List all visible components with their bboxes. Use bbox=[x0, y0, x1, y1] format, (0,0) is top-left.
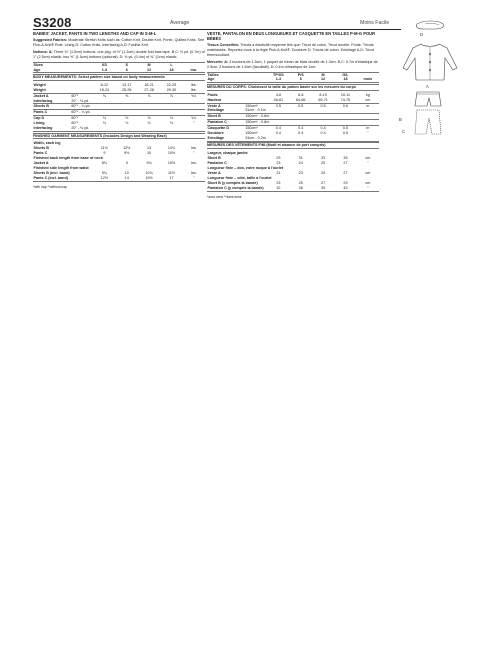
finished-cell: 10½ bbox=[167, 161, 176, 166]
age-row-cell: 1-3 bbox=[93, 68, 115, 73]
finished-subheading: Longueur finie – côté, taille à l'ourlet bbox=[207, 175, 272, 180]
finished-cell: Ins. bbox=[190, 146, 197, 151]
finished-cell: Pantalon C (y compris la bande) bbox=[207, 186, 267, 191]
fabrics-text: Moderate Stretch Knits such as: Cotton Knit, Double Knit, Ponte, Quilted Knits. See Pick-A-Knit® Rule. Lining D: Cotton Knits. Interfacing A,D: Fusible Knit. bbox=[33, 38, 205, 47]
finished-cell: 12½ bbox=[123, 146, 131, 151]
fabrics-label: Tissus Conseillés: bbox=[207, 43, 240, 47]
age-row-cell: 1-3 bbox=[267, 77, 289, 82]
finished-cell: 33 bbox=[321, 156, 326, 161]
fabrics-paragraph bbox=[33, 38, 205, 48]
finished-cell: 11½ bbox=[100, 146, 108, 151]
finished-cell: 23 bbox=[276, 161, 281, 166]
body-cell: Hauteur bbox=[207, 98, 267, 103]
body-table bbox=[33, 83, 205, 132]
sizes-row-cell: Tailles bbox=[207, 72, 267, 77]
jacket-yardage-cell: m bbox=[366, 103, 370, 108]
fabrics-paragraph bbox=[207, 43, 379, 58]
header-rule bbox=[33, 29, 401, 30]
finished-cell: 25 bbox=[321, 170, 326, 175]
cap-yardage-cell: " bbox=[193, 121, 195, 126]
finished-table bbox=[33, 141, 205, 181]
sizes-row-cell: M bbox=[312, 72, 334, 77]
shorts-yardage-cell: 60"* - ¼ yd. bbox=[71, 104, 205, 110]
footnote: *with nap **without nap bbox=[33, 184, 67, 189]
finished-table bbox=[207, 151, 379, 191]
pants-yardage-cell: Pantalon C bbox=[207, 120, 245, 126]
age-row bbox=[207, 77, 379, 82]
body-cell: lbs. bbox=[190, 82, 197, 87]
body-cell: 18-24 bbox=[93, 88, 115, 93]
age-row-cell: Age bbox=[33, 68, 93, 73]
sizes-table bbox=[33, 62, 205, 74]
section-title: VESTE, PANTALON EN DEUX LONGUEURS ET CASQUETTE EN TAILLES P-M-G POUR BÉBÉS bbox=[207, 31, 376, 41]
finished-cell: Pantalon C bbox=[207, 161, 227, 166]
cap-yardage-cell: ⅛ bbox=[169, 121, 173, 126]
finished-subheading: Largeur, chaque jambe bbox=[207, 151, 248, 156]
finished-cell: 27 bbox=[321, 180, 326, 185]
finished-cell: 23 bbox=[298, 170, 303, 175]
finished-cell: 35 bbox=[343, 156, 348, 161]
notions-label: Mercerie: A: bbox=[207, 59, 229, 64]
jacket-yardage-cell: ⅜ bbox=[102, 93, 106, 98]
finished-cell: 27 bbox=[343, 161, 348, 166]
cap-yardage-cell: 0.4 bbox=[298, 126, 304, 131]
shorts-yardage-cell: Short B bbox=[207, 114, 245, 120]
age-row-cell: mois bbox=[357, 77, 379, 82]
jacket-yardage-cell: ⅞ bbox=[169, 93, 173, 98]
jacket-yardage-cell: 20" - ⅛ yd. bbox=[71, 99, 205, 104]
body-cell: 69-71 bbox=[312, 98, 334, 103]
jacket-yardage-cell: 150cm* bbox=[245, 103, 258, 108]
finished-cell: 25 bbox=[298, 180, 303, 185]
finished-cell: 13¾ bbox=[167, 146, 176, 151]
body-cell: 6-8 bbox=[298, 92, 304, 97]
body-cell: 22-25 bbox=[166, 82, 177, 87]
finished-cell: 21 bbox=[276, 170, 281, 175]
cap-yardage-cell: Yd. bbox=[191, 116, 197, 121]
sizes-row-cell: G/L bbox=[334, 72, 356, 77]
finished-cell: 32 bbox=[267, 186, 289, 191]
cap-yardage-cell: 60"* bbox=[71, 121, 79, 126]
cap-yardage-cell: Entoilage bbox=[207, 136, 245, 141]
finished-cell: Veste A bbox=[207, 170, 221, 175]
footnote: *avec sens **sans sens bbox=[207, 194, 242, 199]
english-column bbox=[33, 31, 205, 190]
sizes-row-cell: Sizes bbox=[33, 62, 93, 67]
finished-subheading: Finished back length from base of neck bbox=[33, 156, 103, 161]
body-measurements-title: BODY MEASUREMENTS: Select pattern size based on body measurements bbox=[33, 74, 205, 81]
sizes-row-cell: P/S bbox=[290, 72, 312, 77]
cap-icon bbox=[416, 21, 443, 29]
finished-cell: " bbox=[193, 151, 195, 156]
age-row bbox=[33, 68, 205, 73]
body-cell: 10-11 bbox=[340, 92, 351, 97]
cap-yardage-cell: ⅛ bbox=[125, 116, 129, 121]
finished-cell: Pants C bbox=[33, 151, 48, 156]
pants-yardage-cell: 150cm* - 0.8m bbox=[245, 120, 379, 126]
notions-text: Three ⅝" (1.5cm) buttons, one pkg. of ½" (1.3cm) double fold bias tape. B,C: ⅝ yd. (0.7m) of 1" (2.5cm) elastic, two ⅝" (1.5cm) buttons (optional). D: ⅜ yd. (0.4m) of ¾" (1cm) elastic. bbox=[33, 49, 205, 59]
cap-yardage-cell: ⅛ bbox=[147, 116, 151, 121]
finished-cell: 10¾ bbox=[145, 170, 153, 175]
sizes-row-cell: L bbox=[160, 62, 182, 67]
pants-yardage-cell: Pants C bbox=[33, 110, 71, 116]
body-cell: 8-10 bbox=[319, 92, 327, 97]
cap-yardage-cell: ⅛ bbox=[102, 116, 106, 121]
body-cell: 13-17 bbox=[122, 82, 132, 87]
notions-paragraph bbox=[207, 60, 379, 70]
cap-yardage-cell: 51cm - 0.2m bbox=[245, 136, 379, 141]
cap-yardage-cell: ⅛ bbox=[169, 116, 173, 121]
cap-yardage-cell: ⅛ bbox=[147, 121, 151, 126]
shorts-yardage-cell: 150cm* - 0.8m bbox=[245, 114, 379, 120]
finished-cell: Pants C (incl. band) bbox=[33, 176, 93, 181]
finished-row bbox=[33, 176, 205, 181]
finished-cell: 11½ bbox=[167, 170, 175, 175]
cap-yardage-row bbox=[207, 136, 379, 141]
jacket-yardage-cell: 51cm - 0.1m bbox=[245, 108, 379, 113]
body-cell: 4-6 bbox=[275, 92, 282, 97]
body-cell: 18-21 bbox=[144, 82, 154, 87]
finished-cell: 8¾ bbox=[101, 161, 107, 166]
body-cell: 64-66 bbox=[290, 98, 312, 103]
cap-yardage-cell: Cap D bbox=[33, 116, 45, 121]
finished-measurements-title: MESURES DES VÊTEMENTS FINI (Motif et aisance de port compris) bbox=[207, 142, 379, 149]
finished-cell: 29 bbox=[276, 156, 281, 161]
body-cell: lbs. bbox=[183, 88, 205, 93]
finished-cell: 10 bbox=[147, 151, 152, 156]
body-cell: 29-30 bbox=[160, 88, 182, 93]
finished-cell: 12½ bbox=[93, 176, 115, 181]
jacket-yardage-cell: ⅞ bbox=[147, 93, 151, 98]
jacket-yardage-cell: 0.5 bbox=[275, 103, 281, 108]
finished-subheading: Finished side length from waist bbox=[33, 165, 89, 170]
body-cell: cm bbox=[357, 98, 379, 103]
finished-cell: 9¾ bbox=[146, 161, 152, 166]
cap-yardage-cell: ⅛ bbox=[102, 121, 106, 126]
finished-cell: Ins. bbox=[190, 170, 197, 175]
body-cell: Poids bbox=[207, 92, 218, 97]
finished-cell: 9¼ bbox=[101, 170, 107, 175]
finished-cell: Shorts B (incl. band) bbox=[33, 170, 70, 175]
finished-cell: 43 bbox=[334, 186, 356, 191]
french-column bbox=[207, 31, 379, 199]
jacket-yardage-cell: Jacket A bbox=[33, 93, 49, 98]
sizes-row-cell: XS bbox=[93, 62, 115, 67]
cap-yardage-cell: 0.4 bbox=[298, 131, 304, 136]
jacket-yardage-cell: Entoilage bbox=[207, 108, 245, 113]
notions-paragraph bbox=[33, 50, 205, 60]
age-row-cell: 12 bbox=[138, 68, 160, 73]
body-measurements-title: MESURES DU CORPS: Choisissez la taille du patron basée sur les mesures du corps bbox=[207, 84, 379, 91]
difficulty-french: Moins Facile bbox=[360, 20, 390, 26]
finished-cell: 36 bbox=[290, 186, 312, 191]
cap-yardage-cell: " bbox=[367, 131, 369, 136]
body-cell: 27-28 bbox=[138, 88, 160, 93]
jacket-yardage-cell: Yd. bbox=[191, 93, 197, 98]
label-pants: C bbox=[402, 129, 406, 134]
shorts-yardage-cell: Shorts B bbox=[33, 104, 71, 110]
finished-cell: 17 bbox=[160, 176, 182, 181]
cap-yardage-cell: 0.4 bbox=[275, 126, 281, 131]
cap-yardage-cell: 0.5 bbox=[342, 126, 349, 131]
finished-subheading: Width, each leg bbox=[33, 141, 61, 146]
finished-cell: " bbox=[367, 161, 369, 166]
cap-yardage-cell: 150cm* bbox=[245, 126, 258, 131]
cap-yardage-cell: 0.4 bbox=[275, 131, 281, 136]
finished-cell: 25 bbox=[321, 161, 326, 166]
cap-yardage-cell: Doublure bbox=[207, 131, 224, 136]
body-cell: 74-76 bbox=[334, 98, 356, 103]
finished-cell: Shorts B bbox=[33, 146, 49, 151]
fabrics-text: Tricots à élasticité moyenne tels que: Tricot de coton, Tricot double, Ponte, Tricots matelassés. Reportez-vous à la règle Pick-A-Knit®. Doublure D: Tricots de coton. Entoilage A,D: Tricot thermocollant. bbox=[207, 43, 375, 57]
body-cell: kg bbox=[365, 92, 370, 97]
finished-cell: cm bbox=[365, 170, 371, 175]
cap-yardage-cell: 60"* bbox=[71, 116, 79, 121]
finished-cell: 31 bbox=[298, 156, 303, 161]
body-cell: 46-61 bbox=[267, 98, 289, 103]
difficulty-english: Average bbox=[170, 20, 190, 26]
finished-cell: 27 bbox=[343, 170, 348, 175]
cap-yardage-cell: m bbox=[366, 126, 370, 131]
finished-row bbox=[207, 186, 379, 191]
finished-cell: cm bbox=[365, 180, 371, 185]
jacket-yardage-cell: 0.5 bbox=[298, 103, 304, 108]
finished-cell: Short B bbox=[207, 156, 221, 161]
age-row-cell: 18 bbox=[160, 68, 182, 73]
age-row-cell: 6 bbox=[116, 68, 138, 73]
jacket-yardage-cell: 0.6 bbox=[342, 103, 349, 108]
garment-illustration bbox=[395, 20, 465, 140]
notions-text: 3 boutons de 1.5cm, 1 paquet de ruban de biais double de 1.3cm. B,C: 0.7m d'élastique de 2.5cm, 2 boutons de 1.5cm (facultatif). D: 0.4m d'élastique de 1cm. bbox=[207, 59, 378, 69]
finished-cell: " bbox=[357, 186, 379, 191]
jacket-yardage-cell: 60"* bbox=[71, 93, 79, 98]
finished-cell: 9½ bbox=[124, 151, 130, 156]
label-jacket: A bbox=[426, 84, 429, 89]
finished-cell: 10 bbox=[124, 170, 129, 175]
finished-cell: 9 bbox=[103, 151, 106, 156]
age-row-cell: 18 bbox=[334, 77, 356, 82]
age-row-cell: mo. bbox=[183, 68, 205, 73]
jacket-yardage-cell: 0.5 bbox=[320, 103, 326, 108]
finished-cell: 14 bbox=[116, 176, 138, 181]
finished-cell: 10½ bbox=[167, 151, 176, 156]
jacket-yardage-cell: Interfacing bbox=[33, 99, 71, 104]
notions-label: Notions: A: bbox=[33, 49, 53, 54]
sizes-row-cell: S bbox=[116, 62, 138, 67]
finished-measurements-title: FINISHED GARMENT MEASUREMENTS (Includes Design and Wearing Ease) bbox=[33, 133, 205, 140]
cap-yardage-cell: 0.5 bbox=[342, 131, 349, 136]
finished-cell: 29 bbox=[343, 180, 348, 185]
age-row-cell: 6 bbox=[290, 77, 312, 82]
cap-yardage-cell: Lining bbox=[33, 121, 45, 126]
finished-cell: Ins. bbox=[190, 161, 197, 166]
finished-cell: 13 bbox=[147, 146, 152, 151]
pants-yardage-cell: 60"* - ¼ yd. bbox=[71, 110, 205, 116]
cap-yardage-cell: 0.4 bbox=[320, 126, 326, 131]
body-cell: 25-26 bbox=[116, 88, 138, 93]
body-cell: Weight bbox=[33, 82, 46, 87]
pattern-number: S3208 bbox=[33, 15, 72, 30]
finished-cell: " bbox=[183, 176, 205, 181]
age-row-cell: 12 bbox=[312, 77, 334, 82]
sizes-row-cell: TP/XS bbox=[267, 72, 289, 77]
cap-yardage-cell: Interfacing bbox=[33, 126, 71, 131]
finished-cell: cm bbox=[365, 156, 371, 161]
jacket-yardage-cell: ⅜ bbox=[125, 93, 129, 98]
finished-subheading: Longueur finie – dos, votre nuque à l'ourlet bbox=[207, 166, 284, 171]
section-title: BABIES' JACKET, PANTS IN TWO LENGTHS AND CAP IN S-M-L bbox=[33, 31, 157, 36]
cap-yardage-cell: 150cm* bbox=[245, 131, 258, 136]
finished-cell: 15½ bbox=[138, 176, 160, 181]
finished-cell: 24 bbox=[298, 161, 303, 166]
cap-yardage-cell: 0.4 bbox=[320, 131, 326, 136]
finished-cell: 39 bbox=[312, 186, 334, 191]
age-row-cell: Age bbox=[207, 77, 267, 82]
finished-cell: Jacket A bbox=[33, 161, 49, 166]
cap-yardage-row bbox=[33, 126, 205, 131]
label-shorts: B bbox=[399, 117, 402, 122]
body-cell: Weight bbox=[33, 88, 93, 93]
jacket-yardage-cell: Veste A bbox=[207, 103, 221, 108]
body-cell: 8-12 bbox=[100, 82, 109, 87]
label-cap: D bbox=[420, 32, 424, 37]
cap-yardage-cell: ⅛ bbox=[125, 121, 129, 126]
body-table bbox=[207, 93, 379, 142]
finished-cell: 23 bbox=[276, 180, 281, 185]
fabrics-label: Suggested Fabrics: bbox=[33, 38, 68, 42]
sizes-table bbox=[207, 72, 379, 84]
cap-yardage-cell: 20" - ⅛ yd. bbox=[71, 126, 205, 131]
pants-icon bbox=[415, 110, 441, 134]
cap-yardage-cell: Casquette D bbox=[207, 126, 230, 131]
finished-cell: Short B (y compris la bande) bbox=[207, 180, 258, 185]
finished-cell: 9 bbox=[125, 161, 128, 166]
sizes-row-cell: M bbox=[138, 62, 160, 67]
